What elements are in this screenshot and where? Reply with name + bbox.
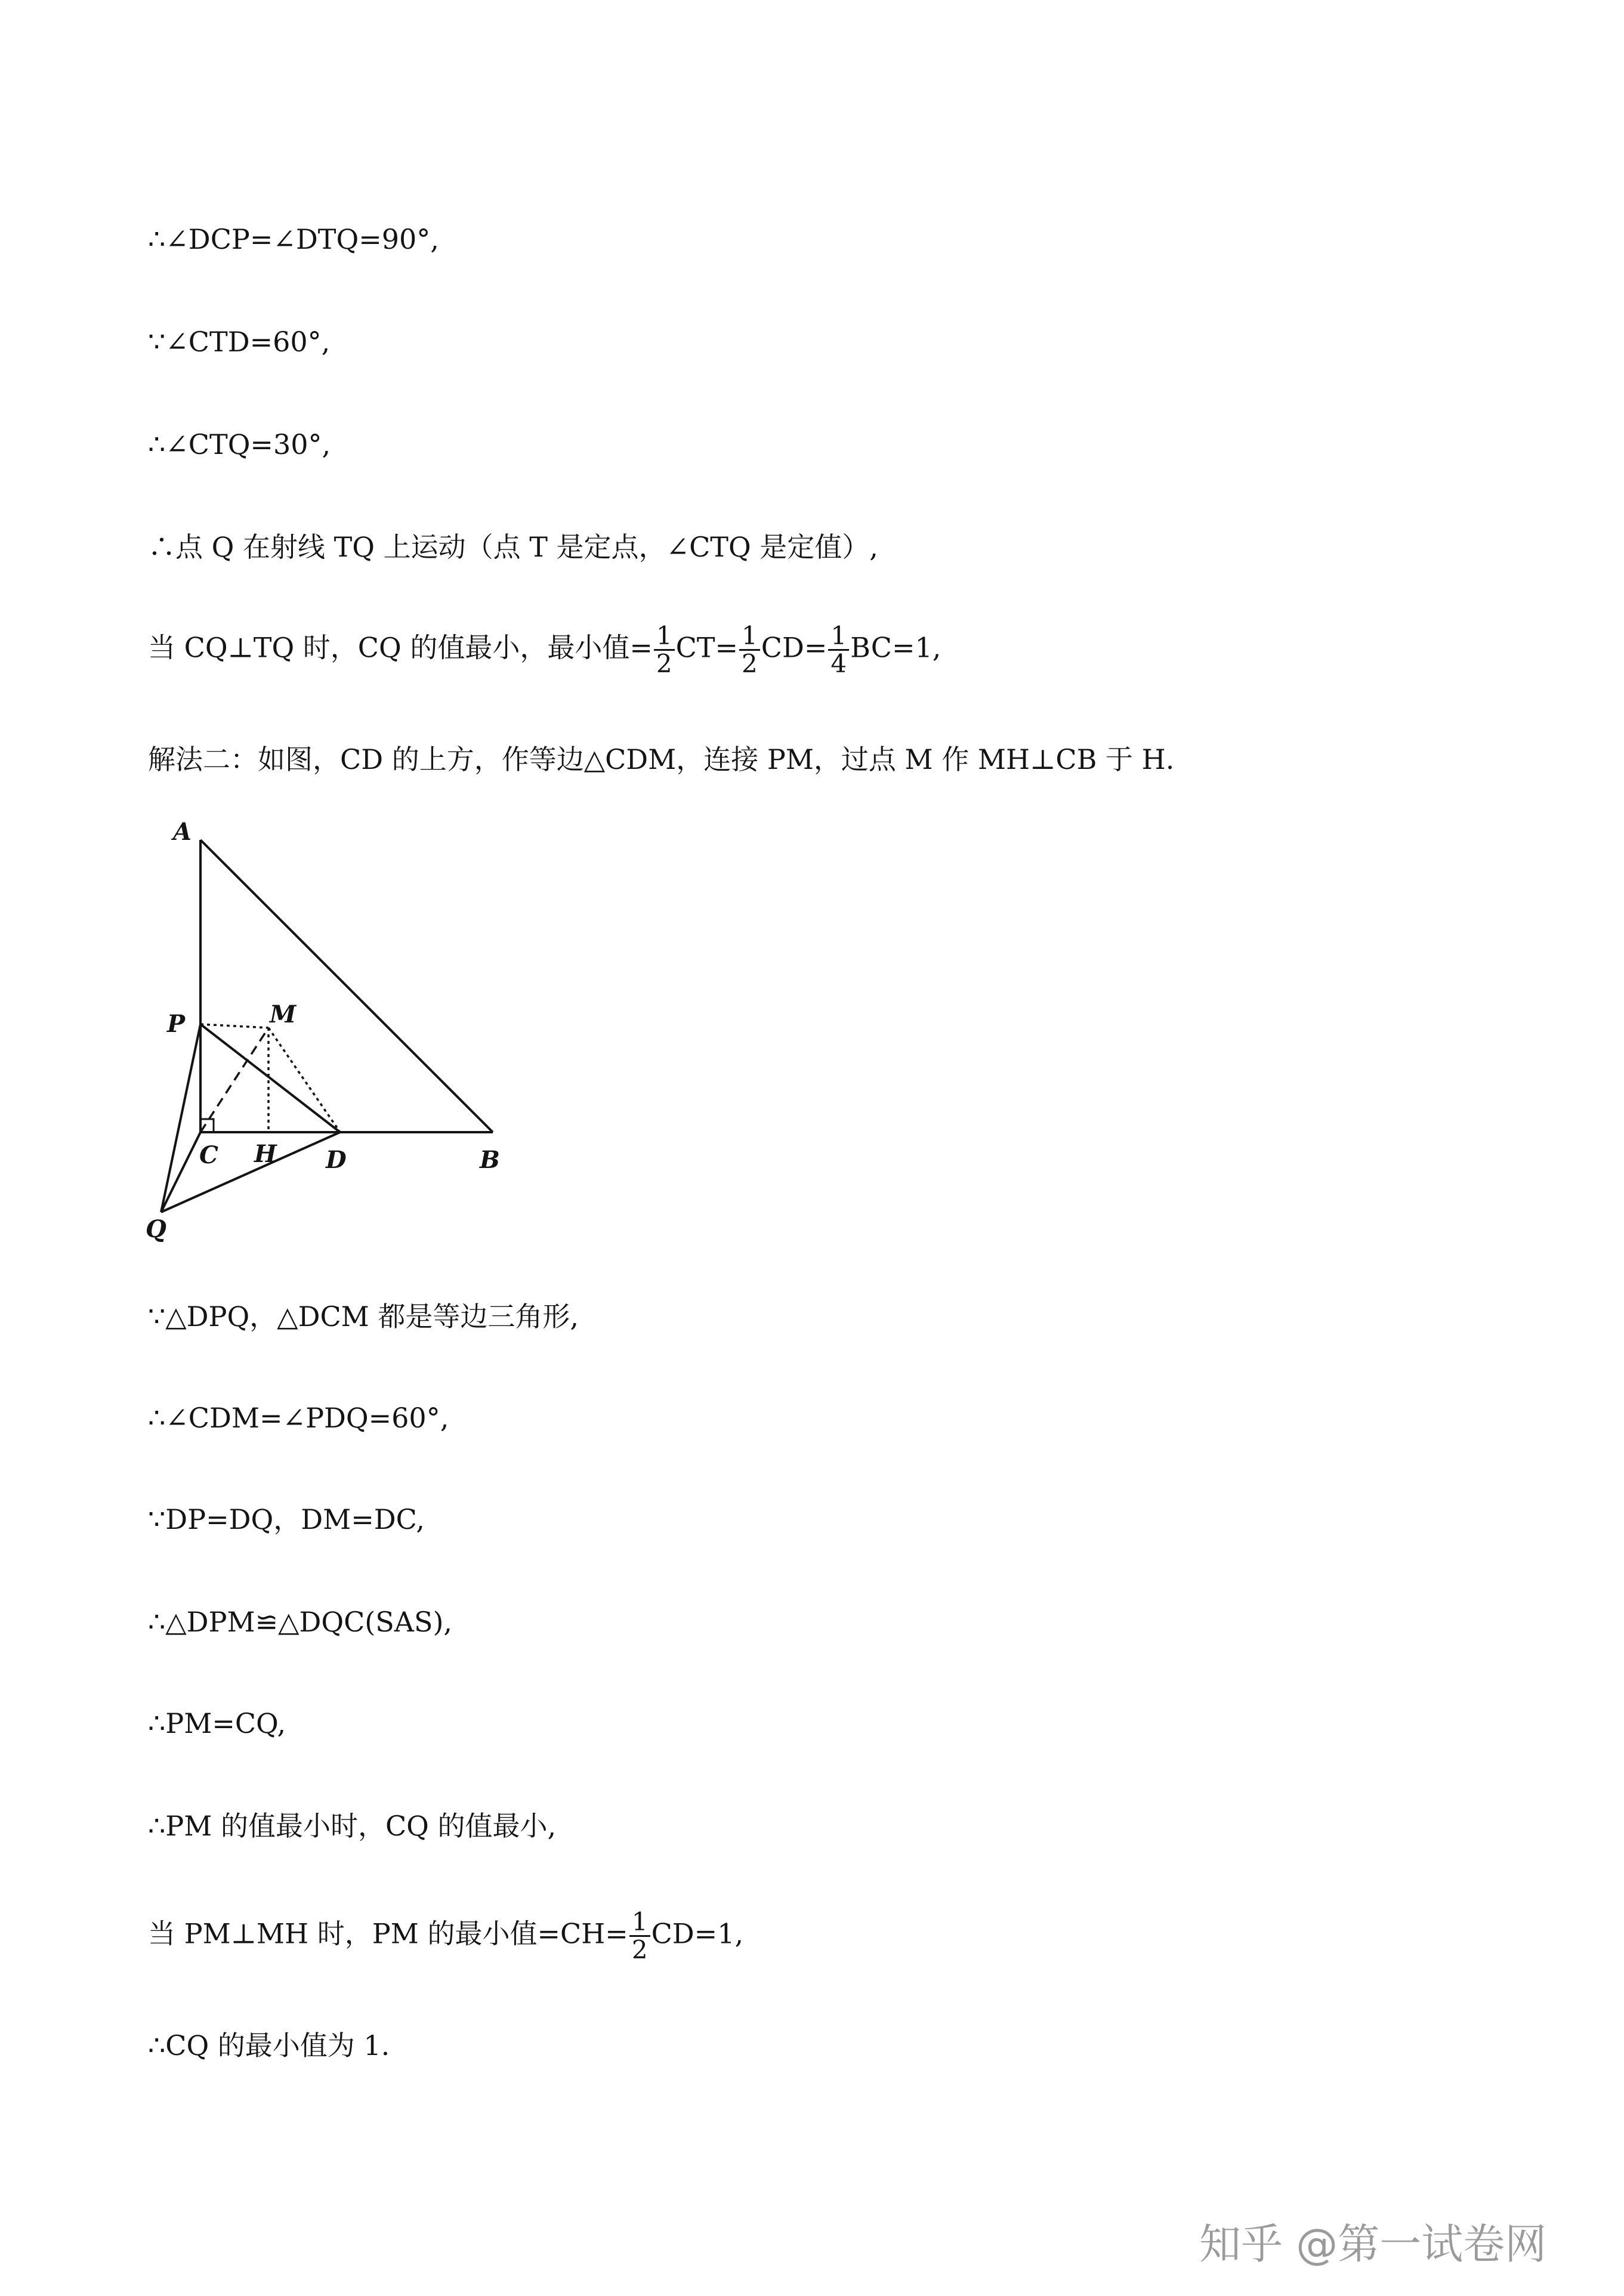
label-a: A xyxy=(173,818,192,846)
segment-pd xyxy=(200,1024,340,1132)
segment-qc xyxy=(161,1132,200,1212)
proof-line-2: ∵∠CTD=60°, xyxy=(148,326,331,358)
proof-line-9: ∵DP=DQ，DM=DC, xyxy=(148,1503,425,1535)
label-d: D xyxy=(326,1146,347,1174)
label-b: B xyxy=(480,1146,500,1174)
line13-text-b: CD=1, xyxy=(651,1917,744,1950)
proof-line-11: ∴PM=CQ, xyxy=(148,1707,286,1739)
segment-pq xyxy=(161,1024,200,1212)
label-p: P xyxy=(167,1010,186,1038)
line5-text-b: CT= xyxy=(675,631,739,664)
fraction-one-half: $\frac{1}{2}$ xyxy=(629,1909,650,1963)
fraction-one-quarter: $\frac{1}{4}$ xyxy=(828,623,849,677)
proof-line-10: ∴△DPM≌△DQC(SAS), xyxy=(148,1606,453,1638)
proof-line-6: 解法二：如图，CD 的上方，作等边△CDM，连接 PM，过点 M 作 MH⊥CB 于 H. xyxy=(148,743,1175,775)
proof-line-4: ∴点 Q 在射线 TQ 上运动（点 T 是定点，∠CTQ 是定值）, xyxy=(148,531,878,563)
segment-pm xyxy=(200,1024,268,1028)
geometry-figure xyxy=(143,816,525,1246)
label-m: M xyxy=(270,1000,297,1028)
label-h: H xyxy=(254,1140,277,1168)
fraction-one-half: $\frac{1}{2}$ xyxy=(654,623,675,677)
line13-text-a: 当 PM⊥MH 时，PM 的最小值=CH= xyxy=(148,1917,628,1950)
proof-line-5 xyxy=(148,623,941,677)
segment-cm xyxy=(200,1028,268,1132)
proof-line-12: ∴PM 的值最小时，CQ 的值最小, xyxy=(148,1810,557,1842)
watermark: 知乎 @第一试卷网 xyxy=(1199,2220,1547,2269)
proof-line-3: ∴∠CTQ=30°, xyxy=(148,428,331,461)
proof-line-1: ∴∠DCP=∠DTQ=90°, xyxy=(148,223,439,255)
proof-line-13 xyxy=(148,1909,743,1963)
proof-line-14: ∴CQ 的最小值为 1. xyxy=(148,2029,390,2062)
line5-text-d: BC=1, xyxy=(850,631,941,664)
segment-ab xyxy=(200,840,493,1132)
label-q: Q xyxy=(146,1215,166,1243)
proof-line-7: ∵△DPQ，△DCM 都是等边三角形, xyxy=(148,1300,579,1333)
label-c: C xyxy=(199,1141,218,1169)
line5-text-a: 当 CQ⊥TQ 时，CQ 的值最小，最小值= xyxy=(148,631,653,664)
segment-md xyxy=(268,1028,340,1132)
proof-line-8: ∴∠CDM=∠PDQ=60°, xyxy=(148,1402,449,1434)
line5-text-c: CD= xyxy=(761,631,828,664)
segment-qd xyxy=(161,1132,340,1212)
fraction-one-half: $\frac{1}{2}$ xyxy=(739,623,760,677)
